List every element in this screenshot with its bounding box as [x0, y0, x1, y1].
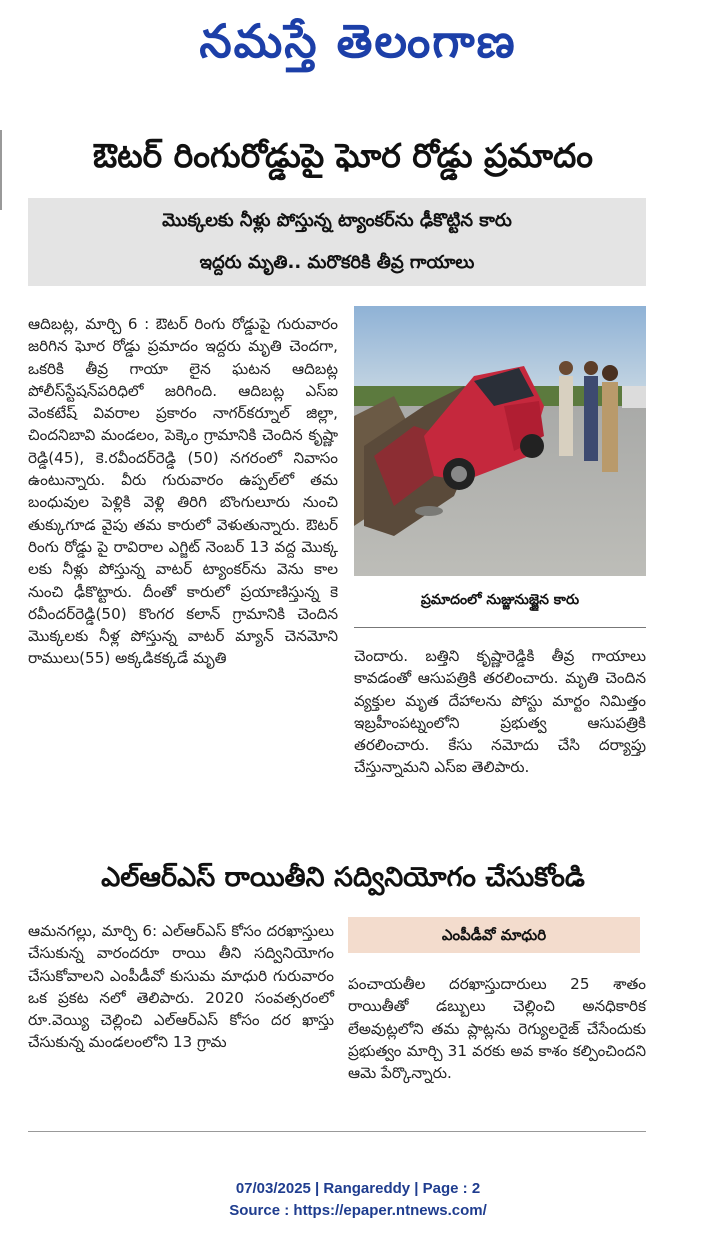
article-body-text-continued: చెందారు. బత్తిని కృష్ణారెడ్డికి తీవ్ర గాయాలు కావడంతో ఆసుపత్రికి తరలించారు. మృతి చెందిన వ్యక్తుల మృత దేహాలను పోస్టు మార్టం నిమిత్తం ఇబ్రహీంపట్నంలోని ప్రభుత్వ ఆసుపత్రికి తరలించారు. కేసు నమోదు చేసి దర్యాప్తు చేస్తున్నామని ఎస్ఐ తెలిపారు. [354, 647, 646, 777]
subheadline-2: ఇద్దరు మృతి.. మరొకరికి తీవ్ర గాయాలు [199, 252, 475, 273]
article-2-body-text: ఆమనగల్లు, మార్చి 6: ఎల్ఆర్ఎస్ కోసం దరఖాస్తులు చేసుకున్న వారందరూ రాయి తీని సద్వినియోగం చేసుకోవాలని ఎంపీడీవో కుసుమ మాధురి గురువారం ఒక ప్రకట నలో తెలిపారు. 2020 సంవత్సరంలో రూ.వెయ్యి చెల్లించి ఎల్ఆర్ఎస్ కోసం దర ఖాస్తు చేసుకున్న మండలంలోని 13 గ్రామ [28, 922, 334, 1052]
subheadline-1: మొక్కలకు నీళ్లు పోస్తున్న ట్యాంకర్‌ను ఢీకొట్టిన కారు [162, 210, 512, 231]
accident-photo [354, 306, 646, 576]
caption-divider [354, 627, 646, 628]
wrecked-car-image [354, 306, 646, 576]
article-2-headline: ఎల్ఆర్ఎస్ రాయితీని సద్వినియోగం చేసుకోండి [101, 862, 585, 893]
article-2-body-right-column [348, 973, 646, 1084]
subheadline-box [28, 198, 646, 286]
photo-caption: ప్రమాదంలో నుజ్జునుజ్జైన కారు [420, 592, 580, 608]
article-headline: ఔటర్ రింగురోడ్డుపై ఘోర రోడ్డు ప్రమాదం [92, 136, 593, 175]
article-body-left-column [28, 313, 338, 670]
footer-edition-line: 07/03/2025 | Rangareddy | Page : 2 [235, 1180, 481, 1197]
column-rule [0, 130, 14, 210]
article-2-body-left-column [28, 920, 334, 1054]
article-2-tag: ఎంపీడీవో మాధురి [348, 917, 640, 953]
article-2-body-text-continued: పంచాయతీల దరఖాస్తుదారులు 25 శాతం రాయితీతో డబ్బులు చెల్లించి అనధికారిక లేఅవుట్లలోని తమ ప్లాట్లను రెగ్యులరైజ్ చేసేందుకు ప్రభుత్వం మార్చి 31 వరకు అవ కాశం కల్పించిందని ఆమె పేర్కొన్నారు. [348, 975, 646, 1083]
page-bottom-divider [28, 1131, 646, 1132]
article-body-right-column [354, 645, 646, 779]
article-body-text: ఆదిబట్ల, మార్చి 6 : ఔటర్ రింగు రోడ్డుపై గురువారం జరిగిన ఘోర రోడ్డు ప్రమాదం ఇద్దరు మృతి చెందగా, ఒకరికి తీవ్ర గాయా లైన ఘటన ఆదిబట్ల పోలీస్‌స్టేషన్‌పరిధిలో జరిగింది. ఆదిబట్ల ఎస్ఐ వెంకటేష్ వివరాల ప్రకారం నాగర్‌కర్నూల్ జిల్లా, చిందనిబావి మండలం, పెక్కెం గ్రామానికి చెందిన కృష్ణా రెడ్డి(45), కె.రవీందర్‌రెడ్డి (50) నగరంలో నివాసం ఉంటున్నారు. వీరు గురువారం ఉప్పల్‌లో తమ బంధువుల పెళ్లికి వెళ్లి తిరిగి బొంగులూరు నుంచి తుక్కుగూడ వైపు తమ కారులో వెళుతున్నారు. ఔటర్ రింగు రోడ్డు పై రావిరాల ఎగ్జిట్ నెంబర్ 13 వద్ద మొక్క లకు నీళ్లు పోస్తున్న వాటర్ ట్యాంకర్‌ను వెను కాల నుంచి ఢీకొట్టారు. దీంతో కారులో ప్రయాణిస్తున్న కె రవీందర్‌రెడ్డి(50) కొంగర కలాన్ గ్రామానికి చెందిన మొక్కలకు నీళ్ల పోస్తున్న వాటర్ మ్యాన్ చెనమోని రాములు(55) అక్కడికక్కడే మృతి [28, 315, 338, 668]
footer-source-line: Source : https://epaper.ntnews.com/ [229, 1202, 487, 1219]
newspaper-masthead: నమస్తే తెలంగాణ [199, 14, 517, 68]
